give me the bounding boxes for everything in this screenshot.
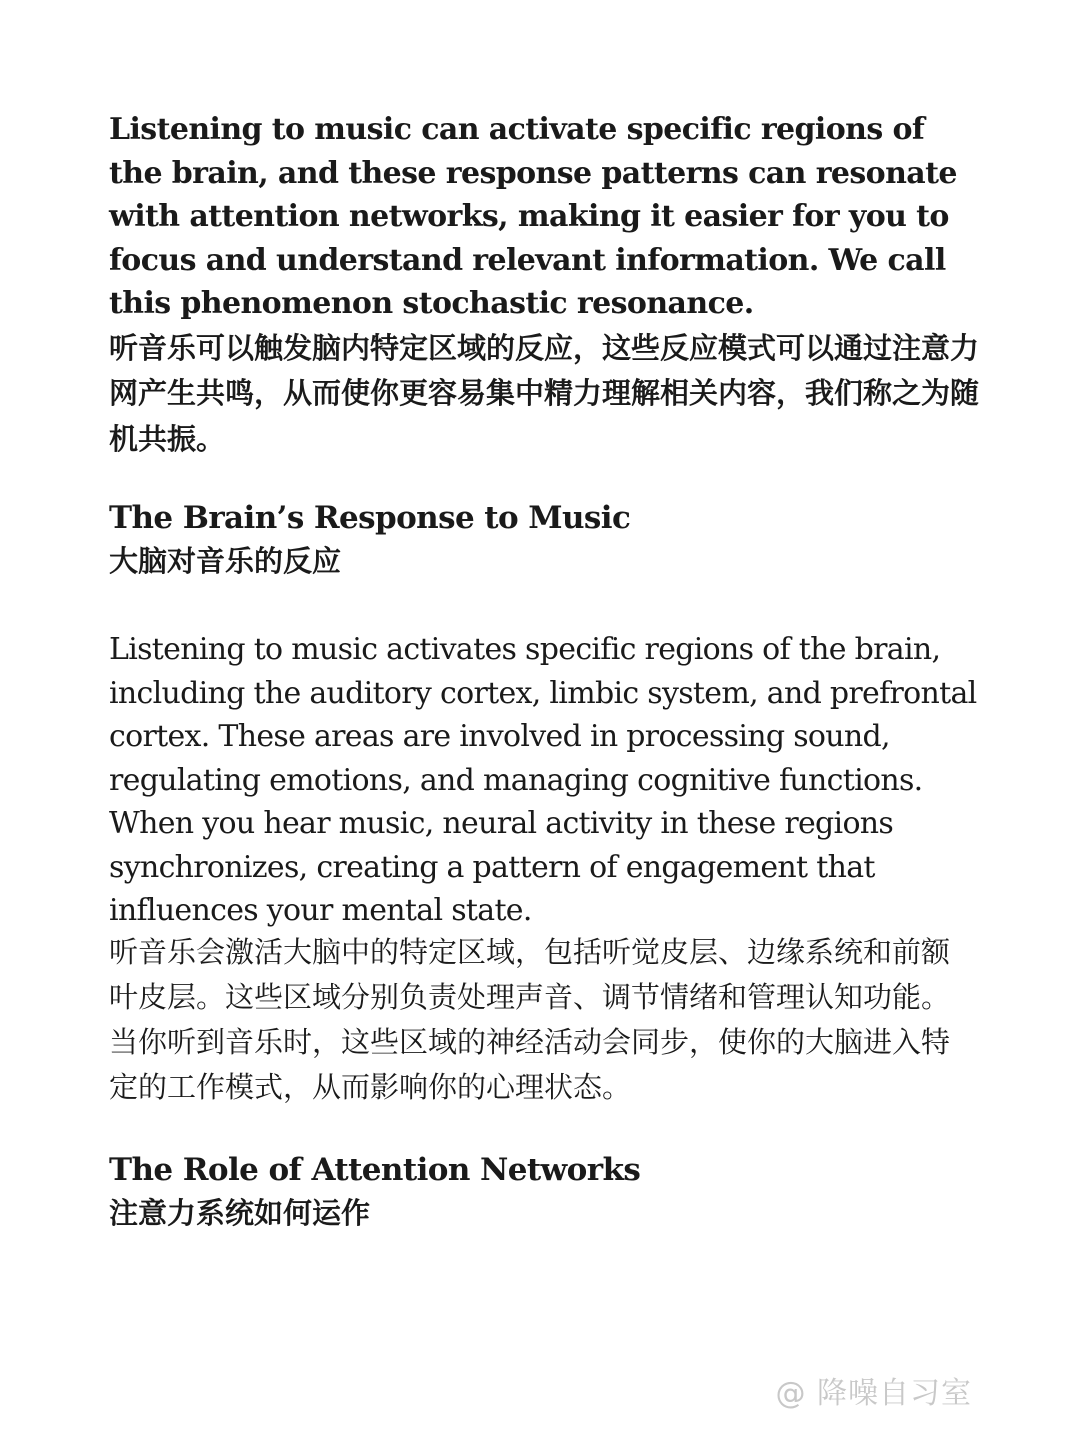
section-brain-title-zh: 大脑对音乐的反应 — [109, 544, 342, 578]
section-brain-body-en-block — [109, 628, 979, 933]
section-brain-title-en: The Brain’s Response to Music — [109, 500, 631, 536]
watermark: @ 降噪自习室 — [775, 1376, 972, 1411]
section-brain-body-zh: 听音乐会激活大脑中的特定区域，包括听觉皮层、边缘系统和前额叶皮层。这些区域分别负责处理声音、调节情绪和管理认知功能。当你听到音乐时，这些区域的神经活动会同步，使你的大脑进入特定的工作模式，从而影响你的心理状态。 — [109, 935, 951, 1104]
section-brain-body-zh-block — [109, 930, 969, 1110]
intro-paragraph-zh: 听音乐可以触发脑内特定区域的反应，这些反应模式可以通过注意力网产生共鸣，从而使你更容易集中精力理解相关内容，我们称之为随机共振。 — [109, 330, 980, 456]
section-attention-title-en: The Role of Attention Networks — [109, 1152, 641, 1188]
section-attention-title-zh: 注意力系统如何运作 — [109, 1196, 371, 1230]
section-brain-body-en: Listening to music activates specific regions of the brain, including the auditory cortex, limbic system, and prefrontal cortex. These areas are involved in processing sound, regulating emotions, and managing cognitive functions. When you hear music, neural activity in these regions synchronizes, creating a pattern of engagement that influences your mental state. — [109, 632, 977, 928]
intro-block — [109, 108, 979, 462]
intro-paragraph-en: Listening to music can activate specific regions of the brain, and these response patterns can resonate with attention networks, making it easier for you to focus and understand relevant information. We call this phenomenon stochastic resonance. — [109, 112, 957, 321]
section-brain-heading — [109, 497, 979, 583]
section-attention-heading — [109, 1149, 979, 1235]
